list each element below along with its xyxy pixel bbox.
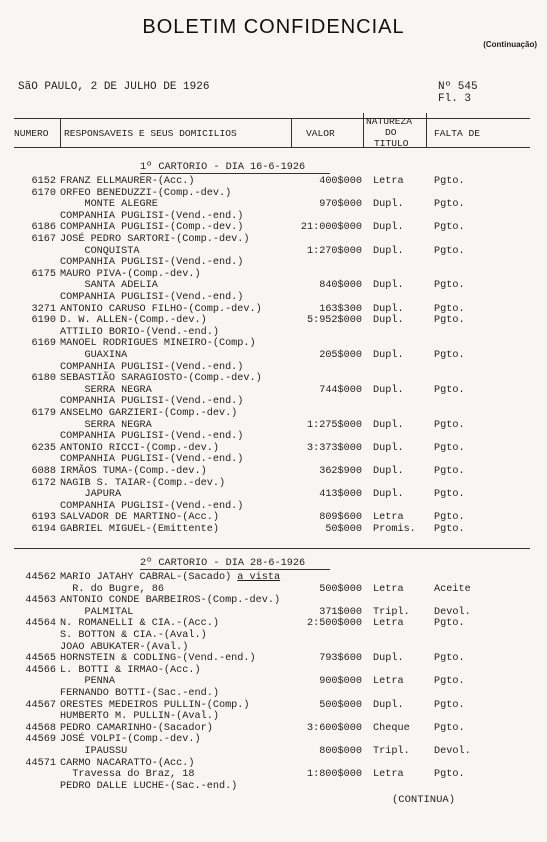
row-responsible: ANTONIO CARUSO FILHO-(Comp.-dev.) xyxy=(60,303,262,315)
row-responsible: COMPANHIA PUGLISI-(Vend.-end.) xyxy=(60,361,244,373)
row-falta: Pgto. xyxy=(434,245,465,257)
column-natureza-titulo: TITULO xyxy=(374,138,409,149)
row-responsible: COMPANHIA PUGLISI-(Vend.-end.) xyxy=(60,257,244,269)
row-responsible: ATTILIO BORIO-(Vend.-end.) xyxy=(60,326,219,338)
row-number: 6088 xyxy=(31,466,56,477)
row-value: 970$000 xyxy=(319,199,362,211)
column-falta: FALTA DE xyxy=(434,128,481,139)
row-title-type: Dupl. xyxy=(373,315,404,327)
row-responsible: IRMÃOS TUMA-(Comp.-dev.) xyxy=(60,466,207,477)
row-value: 21:000$000 xyxy=(300,222,362,234)
row-number: 6190 xyxy=(31,315,56,327)
row-title-type: Dupl. xyxy=(373,442,404,454)
row-responsible: CONQUISTA xyxy=(60,245,140,257)
place-date: SãO PAULO, 2 DE JULHO DE 1926 xyxy=(18,81,210,93)
row-falta: Pgto. xyxy=(434,512,465,524)
row-falta: Pgto. xyxy=(434,303,465,315)
row-falta: Pgto. xyxy=(434,419,465,431)
row-falta: Pgto. xyxy=(434,653,465,665)
row-responsible: N. ROMANELLI & CIA.-(Acc.) xyxy=(60,618,219,630)
row-responsible: SANTA ADELIA xyxy=(60,280,158,292)
row-value: 840$000 xyxy=(319,280,362,292)
row-value: 2:500$000 xyxy=(306,618,362,630)
row-responsible: L. BOTTI & IRMAO-(Acc.) xyxy=(60,664,201,676)
row-value: 163$300 xyxy=(319,303,362,315)
row-responsible: SALVADOR DE MARTINO-(Acc.) xyxy=(60,512,219,524)
row-responsible: S. BOTTON & CIA.-(Aval.) xyxy=(60,630,207,641)
row-falta: Pgto. xyxy=(434,350,465,361)
row-value: 50$000 xyxy=(325,524,362,535)
row-number: 6167 xyxy=(31,234,56,245)
sheet-number: Fl. 3 xyxy=(438,93,472,105)
row-falta: Pgto. xyxy=(434,676,465,688)
row-falta: Devol. xyxy=(434,746,471,757)
row-falta: Pgto. xyxy=(434,722,465,734)
row-value: 5:952$000 xyxy=(306,315,362,327)
row-title-type: Dupl. xyxy=(373,466,404,477)
row-title-type: Dupl. xyxy=(373,222,404,234)
row-title-type: Promis. xyxy=(373,524,416,535)
row-responsible: ORESTES MEDEIROS PULLIN-(Comp.) xyxy=(60,699,250,711)
row-value: 800$000 xyxy=(319,746,362,757)
row-falta: Pgto. xyxy=(434,769,465,781)
row-value: 371$000 xyxy=(319,606,362,618)
row-responsible: MANOEL RODRIGUES MINEIRO-(Comp.) xyxy=(60,338,256,350)
row-falta: Pgto. xyxy=(434,442,465,454)
document-title: BOLETIM CONFIDENCIAL xyxy=(142,16,405,38)
row-responsible: R. do Bugre, 86 xyxy=(60,583,164,595)
row-value: 900$000 xyxy=(319,676,362,688)
row-number: 44565 xyxy=(25,653,56,665)
continued-label: (CONTINUA) xyxy=(392,794,456,806)
row-responsible: GUAXINA xyxy=(60,350,128,361)
row-number: 44564 xyxy=(25,618,56,630)
row-value: 1:275$000 xyxy=(306,419,362,431)
row-falta: Pgto. xyxy=(434,176,465,187)
row-falta: Pgto. xyxy=(434,199,465,211)
row-title-type: Letra xyxy=(373,512,404,524)
header-bottom-rule xyxy=(14,147,530,148)
row-responsible: JOSÉ VOLPI-(Comp.-dev.) xyxy=(60,734,201,746)
row-falta: Pgto. xyxy=(434,280,465,292)
row-falta: Pgto. xyxy=(434,618,465,630)
row-title-type: Dupl. xyxy=(373,699,404,711)
column-divider-2 xyxy=(291,118,292,148)
row-title-type: Tripl. xyxy=(373,746,410,757)
row-value: 413$000 xyxy=(319,489,362,501)
row-number: 6194 xyxy=(31,524,56,535)
row-responsible: COMPANHIA PUGLISI-(Vend.-end.) xyxy=(60,292,244,303)
row-title-type: Letra xyxy=(373,176,404,187)
row-responsible: PEDRO DALLE LUCHE-(Sac.-end.) xyxy=(60,780,238,792)
row-number: 44563 xyxy=(25,595,56,607)
row-falta: Pgto. xyxy=(434,315,465,327)
row-value: 3:373$000 xyxy=(306,442,362,454)
bulletin-number: Nº 545 xyxy=(438,81,478,93)
row-responsible: MARIO JATAHY CABRAL-(Sacado) a vista xyxy=(60,572,281,583)
row-responsible: FRANZ ELLMAURER-(Acc.) xyxy=(60,176,195,187)
row-responsible: COMPANHIA PUGLISI-(Comp.-dev.) xyxy=(60,222,244,234)
row-responsible: SERRA NEGRA xyxy=(60,384,152,396)
row-number: 6186 xyxy=(31,222,56,234)
row-responsible: GABRIEL MIGUEL-(Emittente) xyxy=(60,524,219,535)
row-title-type: Tripl. xyxy=(373,606,410,618)
row-responsible: COMPANHIA PUGLISI-(Vend.-end.) xyxy=(60,454,244,466)
column-valor: VALOR xyxy=(306,128,335,139)
row-responsible: ANTONIO CONDE BARBEIROS-(Comp.-dev.) xyxy=(60,595,281,607)
row-responsible: IPAUSSU xyxy=(60,746,128,757)
row-responsible: JOAO ABUKATER-(Aval.) xyxy=(60,641,189,653)
row-number: 44571 xyxy=(25,757,56,769)
row-title-type: Dupl. xyxy=(373,280,404,292)
row-number: 6172 xyxy=(31,477,56,489)
row-value: 400$000 xyxy=(319,176,362,187)
row-falta: Pgto. xyxy=(434,489,465,501)
row-number: 44566 xyxy=(25,664,56,676)
row-title-type: Dupl. xyxy=(373,653,404,665)
row-number: 6175 xyxy=(31,268,56,280)
row-title-type: Dupl. xyxy=(373,384,404,396)
row-value: 205$000 xyxy=(319,350,362,361)
row-responsible: COMPANHIA PUGLISI-(Vend.-end.) xyxy=(60,396,244,408)
row-falta: Pgto. xyxy=(434,384,465,396)
row-number: 6170 xyxy=(31,187,56,199)
row-number: 6193 xyxy=(31,512,56,524)
row-title-type: Letra xyxy=(373,676,404,688)
row-falta: Pgto. xyxy=(434,466,465,477)
row-responsible: PALMITAL xyxy=(60,606,134,618)
column-natureza: NATUREZA xyxy=(366,116,413,127)
section-2-underline xyxy=(140,569,330,570)
row-responsible: HORNSTEIN & CODLING-(Vend.-end.) xyxy=(60,653,256,665)
section-2-heading: 2º CARTORIO - DIA 28-6-1926 xyxy=(140,558,306,569)
row-title-type: Dupl. xyxy=(373,350,404,361)
row-responsible: PENNA xyxy=(60,676,116,688)
row-value: 744$000 xyxy=(319,384,362,396)
row-value: 500$000 xyxy=(319,699,362,711)
row-number: 3271 xyxy=(31,303,56,315)
section-1-underline xyxy=(140,173,330,174)
header-top-rule xyxy=(14,118,530,119)
row-falta: Pgto. xyxy=(434,524,465,535)
row-responsible: COMPANHIA PUGLISI-(Vend.-end.) xyxy=(60,210,244,222)
row-number: 6152 xyxy=(31,176,56,187)
row-number: 6179 xyxy=(31,408,56,419)
row-responsible: Travessa do Braz, 18 xyxy=(60,769,195,781)
row-title-type: Cheque xyxy=(373,722,410,734)
row-value: 3:600$000 xyxy=(306,722,362,734)
row-number: 44568 xyxy=(25,722,56,734)
row-number: 6180 xyxy=(31,373,56,385)
row-responsible: COMPANHIA PUGLISI-(Vend.-end.) xyxy=(60,431,244,443)
row-responsible: ANTONIO RICCI-(Comp.-dev.) xyxy=(60,442,219,454)
row-responsible: COMPANHIA PUGLISI-(Vend.-end.) xyxy=(60,500,244,512)
row-responsible: SEBASTIÃO SARAGIOSTO-(Comp.-dev.) xyxy=(60,373,262,385)
row-title-type: Dupl. xyxy=(373,489,404,501)
row-title-type: Letra xyxy=(373,618,404,630)
row-falta: Pgto. xyxy=(434,699,465,711)
column-natureza-do: DO xyxy=(385,127,397,138)
row-responsible: JOSÉ PEDRO SARTORI-(Comp.-dev.) xyxy=(60,234,250,245)
column-responsaveis: RESPONSAVEIS E SEUS DOMICILIOS xyxy=(64,128,237,139)
row-value: 500$000 xyxy=(319,583,362,595)
row-title-type: Letra xyxy=(373,769,404,781)
row-falta: Aceite xyxy=(434,583,471,595)
row-number: 44562 xyxy=(25,572,56,583)
row-title-type: Dupl. xyxy=(373,303,404,315)
row-value: 362$900 xyxy=(319,466,362,477)
row-responsible: FERNANDO BOTTI-(Sac.-end.) xyxy=(60,688,219,699)
row-title-type: Letra xyxy=(373,583,404,595)
column-divider-4 xyxy=(426,113,427,148)
row-value: 1:270$000 xyxy=(306,245,362,257)
row-number: 44567 xyxy=(25,699,56,711)
row-number: 6235 xyxy=(31,442,56,454)
row-value: 809$600 xyxy=(319,512,362,524)
row-responsible: PEDRO CAMARINHO-(Sacador) xyxy=(60,722,213,734)
column-divider-1 xyxy=(60,118,61,148)
row-responsible: SERRA NEGRA xyxy=(60,419,152,431)
section-divider xyxy=(14,548,530,549)
column-divider-3 xyxy=(363,113,364,148)
row-title-type: Dupl. xyxy=(373,199,404,211)
row-title-type: Dupl. xyxy=(373,245,404,257)
row-responsible: MAURO PIVA-(Comp.-dev.) xyxy=(60,268,201,280)
row-responsible: NAGIB S. TAIAR-(Comp.-dev.) xyxy=(60,477,226,489)
row-responsible: JAPURA xyxy=(60,489,122,501)
row-falta: Devol. xyxy=(434,606,471,618)
row-responsible: HUMBERTO M. PULLIN-(Aval.) xyxy=(60,711,219,723)
row-falta: Pgto. xyxy=(434,222,465,234)
row-responsible: CARMO NACARATTO-(Acc.) xyxy=(60,757,195,769)
row-responsible: ORFEO BENEDUZZI-(Comp.-dev.) xyxy=(60,187,232,199)
row-number: 6169 xyxy=(31,338,56,350)
section-1-heading: 1º CARTORIO - DIA 16-6-1926 xyxy=(140,162,306,173)
row-responsible: MONTE ALEGRE xyxy=(60,199,158,211)
row-number: 44569 xyxy=(25,734,56,746)
continuation-label: (Continuação) xyxy=(483,40,537,49)
row-value: 793$600 xyxy=(319,653,362,665)
row-responsible: D. W. ALLEN-(Comp.-dev.) xyxy=(60,315,207,327)
row-value: 1:800$000 xyxy=(306,769,362,781)
row-responsible: ANSELMO GARZIERI-(Comp.-dev.) xyxy=(60,408,238,419)
row-title-type: Dupl. xyxy=(373,419,404,431)
column-numero: NUMERO xyxy=(14,128,49,139)
